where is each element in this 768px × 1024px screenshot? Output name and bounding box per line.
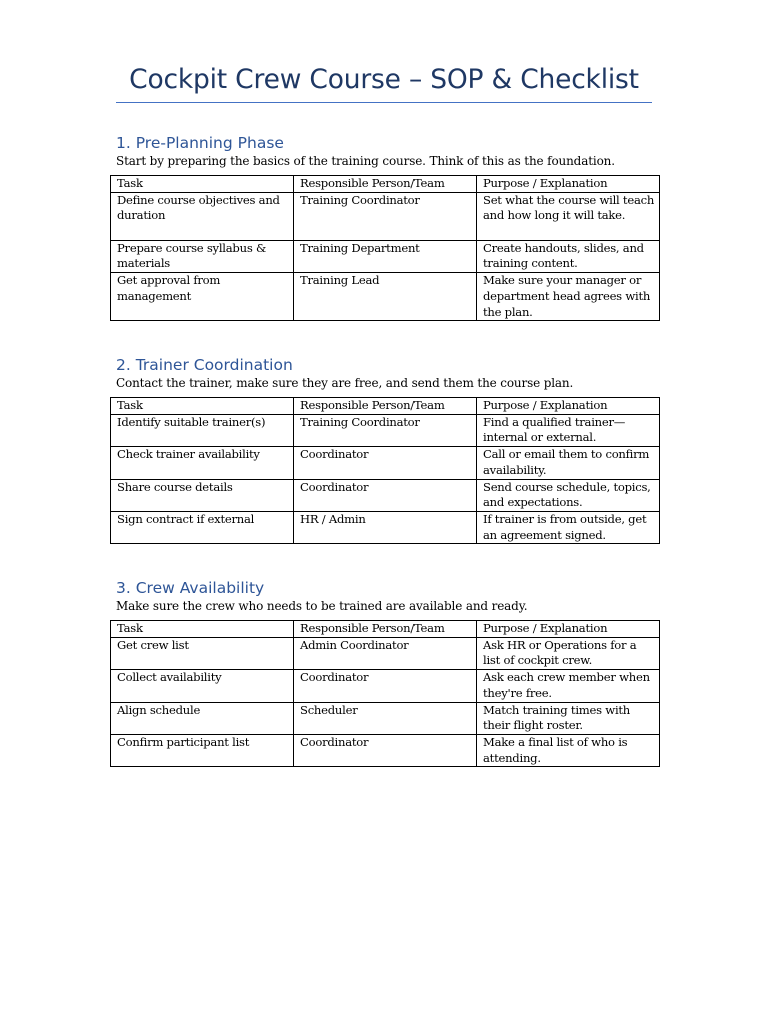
checklist-table xyxy=(110,397,660,544)
title-underline xyxy=(116,102,652,103)
section-intro: Contact the trainer, make sure they are free, and send them the course plan. xyxy=(116,376,574,390)
purpose-cell: Call or email them to confirm availability. xyxy=(477,447,660,479)
task-cell: Identify suitable trainer(s) xyxy=(111,414,294,446)
section-heading: 1. Pre-Planning Phase xyxy=(116,134,284,152)
section-pre-planning xyxy=(110,133,659,321)
table-row xyxy=(111,192,660,240)
task-cell: Share course details xyxy=(111,479,294,511)
column-header-purpose: Purpose / Explanation xyxy=(477,176,660,193)
purpose-cell: Find a qualified trainer—internal or external. xyxy=(477,414,660,446)
table-row xyxy=(111,479,660,511)
column-header-task: Task xyxy=(111,621,294,638)
purpose-cell: Make a final list of who is attending. xyxy=(477,734,660,766)
table-header-row xyxy=(111,176,660,193)
responsible-cell: Coordinator xyxy=(294,734,477,766)
section-heading: 3. Crew Availability xyxy=(116,579,265,597)
column-header-purpose: Purpose / Explanation xyxy=(477,621,660,638)
responsible-cell: Scheduler xyxy=(294,702,477,734)
purpose-cell: If trainer is from outside, get an agreement signed. xyxy=(477,511,660,543)
task-cell: Confirm participant list xyxy=(111,734,294,766)
checklist-table xyxy=(110,175,660,321)
task-cell: Check trainer availability xyxy=(111,447,294,479)
purpose-cell: Set what the course will teach and how long it will take. xyxy=(477,192,660,240)
responsible-cell: Coordinator xyxy=(294,479,477,511)
task-cell: Define course objectives and duration xyxy=(111,192,294,240)
table-row xyxy=(111,702,660,734)
table-row xyxy=(111,511,660,543)
section-intro: Start by preparing the basics of the training course. Think of this as the foundation. xyxy=(116,154,615,168)
column-header-purpose: Purpose / Explanation xyxy=(477,398,660,415)
section-trainer-coordination xyxy=(110,355,659,544)
column-header-responsible: Responsible Person/Team xyxy=(294,621,477,638)
purpose-cell: Match training times with their flight roster. xyxy=(477,702,660,734)
task-cell: Get approval from management xyxy=(111,273,294,321)
table-row xyxy=(111,637,660,669)
section-heading: 2. Trainer Coordination xyxy=(116,356,293,374)
section-intro: Make sure the crew who needs to be trained are available and ready. xyxy=(116,599,528,613)
column-header-responsible: Responsible Person/Team xyxy=(294,176,477,193)
purpose-cell: Send course schedule, topics, and expectations. xyxy=(477,479,660,511)
responsible-cell: Admin Coordinator xyxy=(294,637,477,669)
table-row xyxy=(111,273,660,321)
task-cell: Collect availability xyxy=(111,670,294,702)
task-cell: Align schedule xyxy=(111,702,294,734)
responsible-cell: Training Coordinator xyxy=(294,192,477,240)
task-cell: Prepare course syllabus & materials xyxy=(111,240,294,272)
table-header-row xyxy=(111,398,660,415)
table-row xyxy=(111,240,660,272)
responsible-cell: Coordinator xyxy=(294,447,477,479)
table-row xyxy=(111,447,660,479)
table-row xyxy=(111,414,660,446)
column-header-responsible: Responsible Person/Team xyxy=(294,398,477,415)
responsible-cell: HR / Admin xyxy=(294,511,477,543)
table-row xyxy=(111,734,660,766)
checklist-table xyxy=(110,620,660,767)
responsible-cell: Training Department xyxy=(294,240,477,272)
table-header-row xyxy=(111,621,660,638)
responsible-cell: Coordinator xyxy=(294,670,477,702)
column-header-task: Task xyxy=(111,176,294,193)
column-header-task: Task xyxy=(111,398,294,415)
purpose-cell: Ask each crew member when they're free. xyxy=(477,670,660,702)
purpose-cell: Ask HR or Operations for a list of cockpit crew. xyxy=(477,637,660,669)
section-crew-availability xyxy=(110,578,659,767)
task-cell: Get crew list xyxy=(111,637,294,669)
table-row xyxy=(111,670,660,702)
purpose-cell: Create handouts, slides, and training content. xyxy=(477,240,660,272)
responsible-cell: Training Lead xyxy=(294,273,477,321)
responsible-cell: Training Coordinator xyxy=(294,414,477,446)
purpose-cell: Make sure your manager or department head agrees with the plan. xyxy=(477,273,660,321)
document-title: Cockpit Crew Course – SOP & Checklist xyxy=(129,64,639,95)
task-cell: Sign contract if external xyxy=(111,511,294,543)
